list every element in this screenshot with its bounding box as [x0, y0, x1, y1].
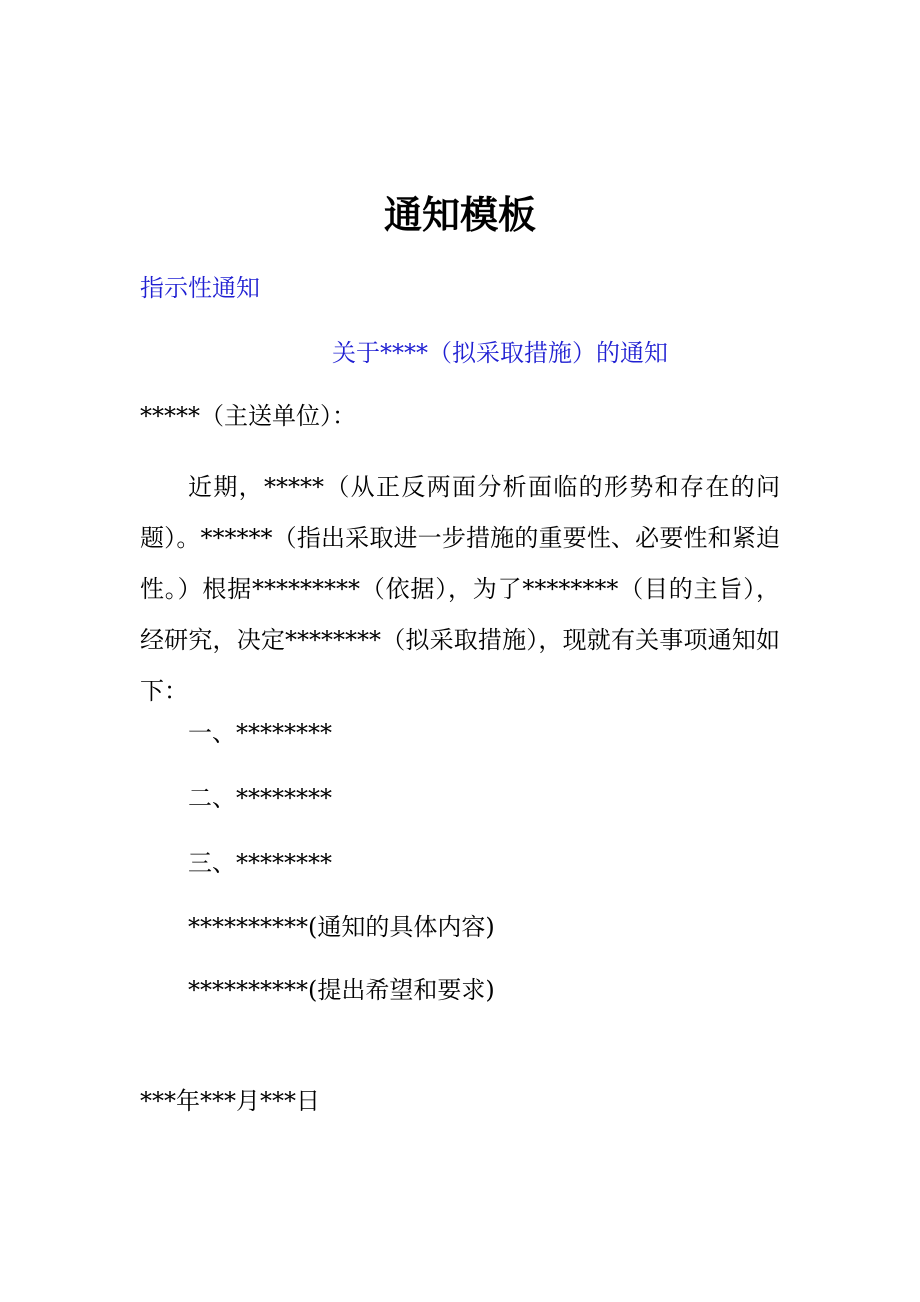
list-item: 二、********: [188, 784, 332, 812]
notice-title: 关于****（拟采取措施）的通知: [332, 339, 668, 367]
body-paragraph: 近期，*****（从正反两面分析面临的形势和存在的问题）。******（指出采取进一步措施的重要性、必要性和紧迫性。）根据*********（依据），为了********（目的主旨），经研究，决定********（拟采取措施），现就有关事项通知如下：: [140, 473, 780, 705]
list-item: 三、********: [188, 849, 332, 877]
date-line: ***年***月***日: [140, 1087, 320, 1115]
salutation: *****（主送单位）：: [140, 402, 356, 430]
document-title: 通知模板: [383, 192, 536, 237]
list-item: **********(提出希望和要求): [188, 976, 495, 1004]
list-item: **********(通知的具体内容): [188, 913, 495, 941]
list-item: 一、********: [188, 719, 332, 747]
section-heading: 指示性通知: [140, 274, 260, 302]
